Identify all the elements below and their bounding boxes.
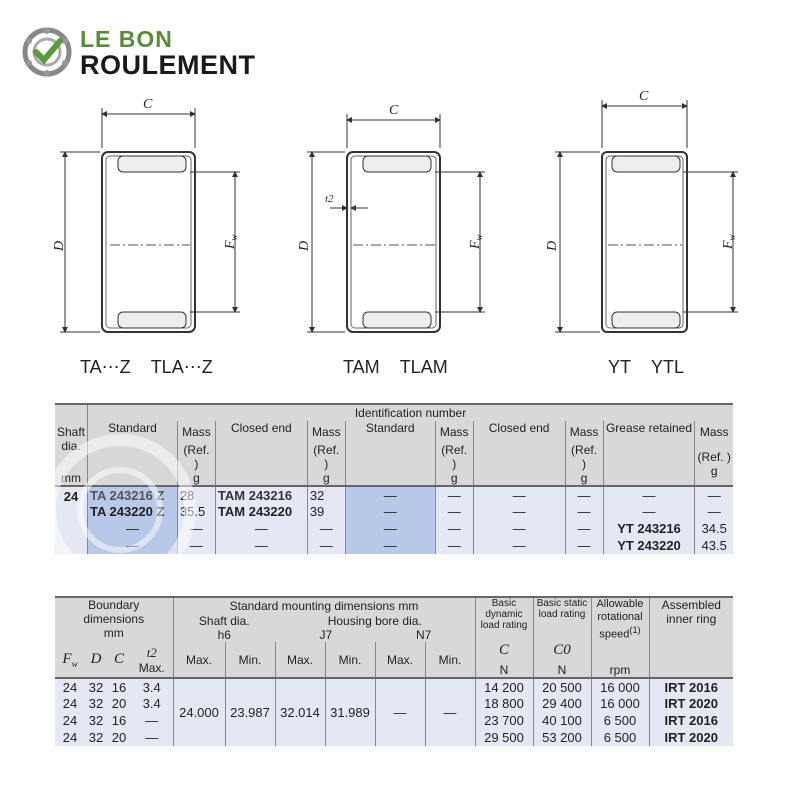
table-row: — — — — — — — — YT 243216 34.5	[55, 520, 733, 537]
dim-c-3: C	[639, 90, 649, 104]
table-row: 24 32 16 — 23 700 40 100 6 500 IRT 2016	[55, 712, 733, 729]
identification-header: Identification number	[88, 404, 733, 421]
dimensions-table: Boundary dimensions mm Standard mounting dimensions mm Basic dynamic load rating Basic static load rating Allowable rotational speed$^{(1)}$ Assembled inner ring Shaft dia. h6 Housing bore dia. J7 N7 $F_w$ D C t2 Max. Max. Min. Max. Min. Max. Min. C N C0 N rpm 24 32 16 3.4 24.000 23.987 32.014 31.989 — — 14 200 20 500 16 000 IRT 2016 24 32 20 3.4 18 800 29 400 16 000 IRT 2020 24 32 16 — 23 700 40 100 6 500 IRT 2016 24 32 20 — 29 500 53 200 6 500 IRT 2020	[55, 596, 733, 746]
label-ta-z: TA⋯Z TLA⋯Z	[80, 357, 213, 377]
th-ref-3: (Ref. ) g	[435, 443, 473, 486]
th-ref-1: (Ref. ) g	[177, 443, 215, 486]
dim-fw-2: $F_w$	[468, 234, 484, 249]
th-c: C	[107, 642, 131, 678]
table-row: — — — — — — — — YT 243220 43.5	[55, 537, 733, 554]
dim-fw-1: $F_w$	[223, 234, 239, 249]
table-row: 24 32 20 — 29 500 53 200 6 500 IRT 2020	[55, 729, 733, 746]
th-standard-2: Standard	[345, 421, 435, 486]
th-ref-5: (Ref. ) g	[695, 443, 733, 486]
th-housing: Housing bore dia. J7 N7	[275, 614, 475, 642]
th-ref-4: (Ref. ) g	[565, 443, 603, 486]
table-row: 24 TA 243216 Z 28 TAM 243216 32 — — — — — —	[55, 486, 733, 503]
th-mass-4: Mass	[565, 421, 603, 443]
th-boundary: Boundary dimensions mm	[55, 597, 173, 642]
th-t2: t2 Max.	[131, 642, 173, 678]
th-ref-2: (Ref. ) g	[307, 443, 345, 486]
dim-d-3: D	[545, 240, 560, 251]
th-closed-end-2: Closed end	[473, 421, 565, 486]
logo-line1: LE BON	[80, 26, 173, 52]
dim-c-1: C	[143, 97, 153, 112]
bearing-check-icon	[22, 27, 72, 77]
logo	[22, 26, 256, 78]
th-basic-dynamic: Basic dynamic load rating	[475, 597, 533, 642]
th-shaft: Shaft dia. h6	[173, 614, 275, 642]
dim-d-1: D	[52, 240, 67, 251]
logo-line2: ROULEMENT	[80, 50, 256, 80]
table-row: TA 243220 Z 35.5 TAM 243220 39 — — — — — —	[55, 503, 733, 520]
th-mass-1: Mass	[177, 421, 215, 443]
th-mass-2: Mass	[307, 421, 345, 443]
th-grease: Grease retained	[603, 421, 695, 486]
th-mounting: Standard mounting dimensions mm	[173, 597, 475, 614]
dim-d-2: D	[297, 240, 312, 251]
drawing-tam	[307, 114, 485, 332]
th-fw: $F_w$	[55, 642, 85, 678]
drawing-ta-z	[60, 108, 240, 332]
drawing-yt	[555, 100, 738, 332]
th-closed-end-1: Closed end	[215, 421, 307, 486]
th-assembled: Assembled inner ring	[649, 597, 733, 642]
th-d: D	[85, 642, 107, 678]
th-allowable: Allowable rotational speed$^{(1)}$	[591, 597, 649, 642]
th-standard-1: Standard	[88, 421, 178, 486]
identification-table	[55, 403, 733, 554]
dim-c-2: C	[389, 103, 399, 118]
label-yt: YT YTL	[608, 357, 685, 377]
shaft-dia-header: Shaft dia. mm	[55, 404, 88, 486]
table-row: 24 32 16 3.4 24.000 23.987 32.014 31.989 — — 14 200 20 500 16 000 IRT 2016	[55, 678, 733, 695]
table-row: 24 32 20 3.4 18 800 29 400 16 000 IRT 2020	[55, 695, 733, 712]
dim-fw-3: $F_w$	[721, 234, 737, 249]
shaft-value: 24	[55, 486, 88, 554]
th-mass-3: Mass	[435, 421, 473, 443]
bearing-drawings	[0, 90, 800, 390]
dim-t2: t2	[325, 193, 334, 205]
th-mass-5: Mass	[695, 421, 733, 443]
th-basic-static: Basic static load rating	[533, 597, 591, 642]
label-tam: TAM TLAM	[343, 357, 448, 377]
